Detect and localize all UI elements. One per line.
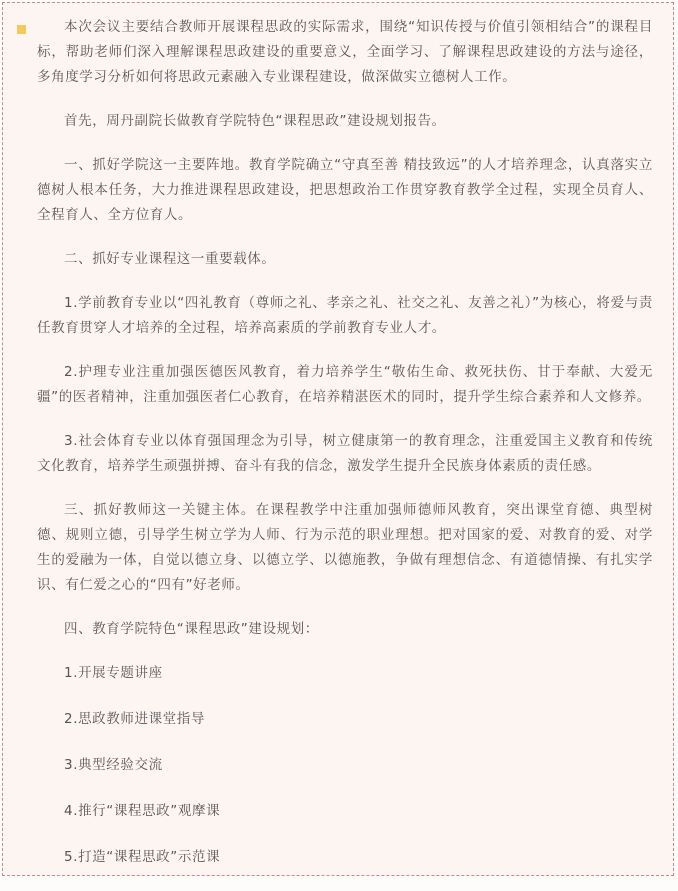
- plan-item: 5.打造“课程思政”示范课: [64, 849, 221, 865]
- plan-item: 4.推行“课程思政”观摩课: [64, 803, 221, 819]
- section-two-heading: 二、抓好专业课程这一重要载体。: [64, 251, 276, 267]
- section-one-paragraph: 一、抓好学院这一主要阵地。教育学院确立“守真至善 精技致远”的人才培养理念，认真落实立德树人根本任务，大力推进课程思政建设，把思想政治工作贯穿教育教学全过程，实现全员育人、全程育人、全方位育人。: [37, 157, 653, 223]
- plan-item: 2.思政教师进课堂指导: [64, 711, 205, 727]
- section-three-paragraph: 三、抓好教师这一关键主体。在课程教学中注重加强师德师风教育，突出课堂育德、典型树德、规则立德，引导学生树立学为人师、行为示范的职业理想。把对国家的爱、对教育的爱、对学生的爱融为一体，自觉以德立身、以德立学、以德施教，争做有理想信念、有道德情操、有扎实学识、有仁爱之心的“四有”好老师。: [37, 502, 653, 593]
- bullet-square-icon: [17, 25, 26, 34]
- plan-item: 3.典型经验交流: [64, 757, 163, 773]
- article-frame: [2, 2, 674, 876]
- article-body: [37, 15, 653, 891]
- sports-paragraph: 3.社会体育专业以体育强国理念为引导，树立健康第一的教育理念，注重爱国主义教育和传统文化教育，培养学生顽强拼搏、奋斗有我的信念，激发学生提升全民族身体素质的责任感。: [37, 433, 653, 474]
- preschool-paragraph: 1.学前教育专业以“四礼教育（尊师之礼、孝亲之礼、社交之礼、友善之礼）”为核心，将爱与责任教育贯穿人才培养的全过程，培养高素质的学前教育专业人才。: [37, 295, 653, 336]
- section-four-heading: 四、教育学院特色“课程思政”建设规划：: [64, 621, 319, 637]
- nursing-paragraph: 2.护理专业注重加强医德医风教育，着力培养学生“敬佑生命、救死扶伤、甘于奉献、大爱无疆”的医者精神，注重加强医者仁心教育，在培养精湛医术的同时，提升学生综合素养和人文修养。: [37, 364, 653, 405]
- intro-paragraph: 本次会议主要结合教师开展课程思政的实际需求，围绕“知识传授与价值引领相结合”的课程目标，帮助老师们深入理解课程思政建设的重要意义，全面学习、了解课程思政建设的方法与途径，多角度学习分析如何将思政元素融入专业课程建设，做深做实立德树人工作。: [37, 19, 653, 85]
- report-paragraph: 首先，周丹副院长做教育学院特色“课程思政”建设规划报告。: [64, 113, 446, 129]
- plan-item: 1.开展专题讲座: [64, 665, 163, 681]
